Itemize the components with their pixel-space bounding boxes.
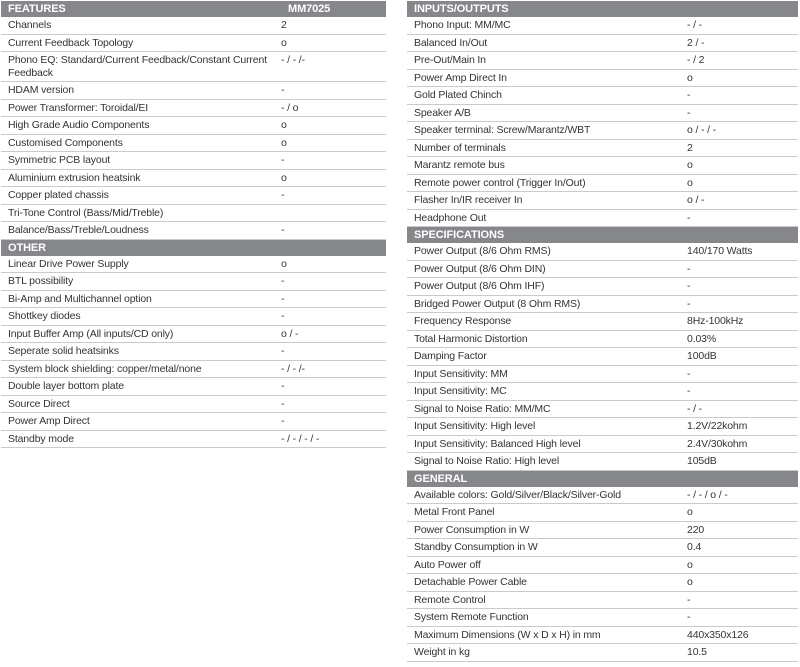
spec-row [407,175,798,193]
spec-row [407,17,798,35]
spec-row [407,70,798,88]
spec-value: - / o [281,101,299,114]
spec-value: 440x350x126 [687,628,749,641]
spec-value: - [281,415,285,427]
spec-section [1,240,386,449]
spec-label: Symmetric PCB layout [8,154,111,166]
spec-row [407,313,798,331]
spec-value: o [281,36,287,49]
spec-label: Frequency Response [414,315,512,327]
section-rows [1,17,386,240]
spec-label: Tri-Tone Control (Bass/Mid/Treble) [8,206,164,219]
spec-value: - [281,275,285,287]
spec-label: Customised Components [8,136,123,149]
spec-row [407,644,798,662]
spec-label: Auto Power off [414,558,481,571]
spec-label: Maximum Dimensions (W x D x H) in mm [414,628,601,641]
spec-label: Remote Control [414,593,486,606]
spec-label: Flasher In/IR receiver In [414,194,523,206]
spec-value: o / - [281,327,299,340]
spec-row [407,453,798,471]
spec-value: - [281,224,285,236]
section-rows [407,487,798,662]
spec-row [407,296,798,314]
spec-label: Metal Front Panel [414,506,495,518]
spec-row [1,187,386,205]
spec-value: 0.03% [687,332,717,345]
spec-label: Bridged Power Output (8 Ohm RMS) [414,297,581,310]
spec-label: Power Output (8/6 Ohm RMS) [414,245,551,257]
spec-label: Power Transformer: Toroidal/EI [8,101,149,114]
spec-row [407,627,798,645]
spec-row [1,52,386,82]
spec-value: 2.4V/30kohm [687,437,748,450]
spec-row [407,574,798,592]
spec-value: 220 [687,523,705,536]
spec-label: Seperate solid heatsinks [8,345,119,357]
spec-label: Standby mode [8,432,74,445]
section-title: SPECIFICATIONS [414,229,505,241]
spec-label: System Remote Function [414,611,529,623]
spec-value: o [687,558,693,571]
spec-row [1,117,386,135]
spec-value: - [687,211,691,224]
spec-value: - / - / o / - [687,488,728,501]
spec-label: Shottkey diodes [8,310,81,322]
spec-value: 0.4 [687,541,702,553]
spec-row [1,308,386,326]
spec-row [407,87,798,105]
spec-value: 10.5 [687,646,707,658]
spec-value: - [281,84,285,96]
section-title: OTHER [8,241,47,254]
spec-row [407,557,798,575]
spec-value: - [281,310,285,322]
spec-value: - [281,292,285,305]
spec-row [407,192,798,210]
left-spec-table [1,1,386,448]
spec-value: o [687,71,693,84]
section-header [407,227,798,243]
spec-row [407,278,798,296]
spec-label: HDAM version [8,84,74,96]
spec-row [1,82,386,100]
spec-label: Double layer bottom plate [8,380,124,392]
spec-label: Linear Drive Power Supply [8,257,129,270]
spec-row [1,343,386,361]
spec-row [1,378,386,396]
spec-row [1,205,386,223]
spec-row [407,348,798,366]
spec-value: - [281,380,285,392]
spec-row [407,331,798,349]
spec-label: Gold Plated Chinch [414,89,502,101]
spec-value: - [687,280,691,292]
spec-row [407,243,798,261]
spec-value: - [687,611,691,623]
spec-label: Source Direct [8,397,70,410]
spec-value: o [281,171,287,184]
spec-row [407,401,798,419]
spec-value: 2 [281,19,287,31]
spec-value: o [687,159,693,171]
spec-label: Number of terminals [414,141,506,154]
spec-value: - [687,89,691,101]
section-title: INPUTS/OUTPUTS [414,3,509,15]
spec-label: Input Buffer Amp (All inputs/CD only) [8,327,174,340]
spec-row [407,487,798,505]
spec-label: Marantz remote bus [414,159,505,171]
spec-value: 100dB [687,350,717,362]
spec-label: Available colors: Gold/Silver/Black/Silver-Gold [414,488,621,501]
spec-row [1,256,386,274]
spec-label: Copper plated chassis [8,189,109,201]
spec-row [407,122,798,140]
spec-label: Channels [8,19,52,31]
spec-value: - / - / - / - [281,432,320,445]
right-spec-table [407,1,798,662]
section-title: FEATURES [8,3,66,15]
spec-row [407,592,798,610]
spec-row [1,413,386,431]
section-rows [1,256,386,449]
section-title: GENERAL [414,472,468,485]
spec-label: Current Feedback Topology [8,36,134,49]
spec-row [407,35,798,53]
section-header-value: MM7025 [288,3,331,15]
spec-value: - / - [687,402,702,415]
spec-label: Balance/Bass/Treble/Loudness [8,224,149,236]
spec-value: - / 2 [687,54,705,66]
section-rows [407,243,798,471]
spec-row [1,431,386,449]
spec-label: BTL possibility [8,275,74,287]
spec-label: Remote power control (Trigger In/Out) [414,176,586,189]
spec-label: Pre-Out/Main In [414,54,486,66]
spec-row [1,100,386,118]
spec-row [407,105,798,123]
spec-row [1,396,386,414]
spec-value: - [281,189,285,201]
spec-row [1,35,386,53]
spec-value: - [281,345,285,357]
spec-value: 2 [687,141,693,154]
spec-value: - [687,385,691,397]
spec-label: Input Sensitivity: MM [414,367,508,380]
spec-row [1,273,386,291]
spec-label: Power Amp Direct In [414,71,507,84]
spec-row [407,522,798,540]
spec-row [1,170,386,188]
spec-label: Total Harmonic Distortion [414,332,528,345]
spec-label: Headphone Out [414,211,487,224]
spec-value: - [281,397,285,410]
spec-section [407,227,798,471]
spec-value: o / - [687,194,705,206]
spec-value: o [687,576,693,588]
spec-row [407,210,798,228]
spec-value: - / - [687,19,702,31]
spec-label: Detachable Power Cable [414,576,527,588]
section-header [1,240,386,256]
spec-label: Bi-Amp and Multichannel option [8,292,152,305]
spec-row [407,383,798,401]
spec-row [1,135,386,153]
spec-value: 140/170 Watts [687,245,753,257]
spec-value: 1.2V/22kohm [687,420,748,432]
spec-label: Power Output (8/6 Ohm IHF) [414,280,545,292]
spec-label: Damping Factor [414,350,487,362]
spec-row [407,436,798,454]
spec-row [1,222,386,240]
section-rows [407,17,798,227]
spec-value: 105dB [687,455,717,467]
spec-section [407,471,798,662]
spec-row [1,361,386,379]
spec-label: Standby Consumption in W [414,541,538,553]
spec-label: System block shielding: copper/metal/none [8,362,202,375]
spec-label: Input Sensitivity: Balanced High level [414,437,581,450]
spec-value: o [281,119,287,131]
spec-row [407,366,798,384]
spec-value: - / - /- [281,54,305,66]
spec-label: Speaker A/B [414,106,471,119]
spec-value: - [281,154,285,166]
spec-value: 8Hz-100kHz [687,315,744,327]
spec-label: Input Sensitivity: MC [414,385,507,397]
spec-label: Signal to Noise Ratio: High level [414,455,560,467]
spec-row [1,326,386,344]
section-header [407,1,798,17]
spec-row [1,291,386,309]
spec-label: Input Sensitivity: High level [414,420,536,432]
spec-label: Phono EQ: Standard/Current Feedback/Constant Current Feedback [8,54,267,79]
spec-label: Power Output (8/6 Ohm DIN) [414,262,546,275]
spec-value: o [281,257,287,270]
spec-label: Power Consumption in W [414,523,530,536]
spec-row [1,152,386,170]
spec-section [407,1,798,227]
spec-value: o / - / - [687,124,716,136]
spec-row [407,609,798,627]
spec-value: o [687,176,693,189]
spec-label: Aluminium extrusion heatsink [8,171,141,184]
spec-row [407,504,798,522]
spec-label: High Grade Audio Components [8,119,150,131]
spec-value: - [687,262,691,275]
spec-value: 2 / - [687,36,705,49]
spec-value: o [687,506,693,518]
spec-value: o [281,136,287,149]
spec-row [407,539,798,557]
spec-row [407,52,798,70]
spec-row [407,140,798,158]
spec-label: Signal to Noise Ratio: MM/MC [414,402,551,415]
spec-label: Balanced In/Out [414,36,488,49]
spec-value: - [687,297,691,310]
spec-value: - [687,367,691,380]
spec-row [407,418,798,436]
spec-label: Weight in kg [414,646,470,658]
spec-label: Phono Input: MM/MC [414,19,511,31]
spec-value: - [687,593,691,606]
spec-row [407,261,798,279]
spec-section [1,1,386,240]
spec-row [1,17,386,35]
spec-value: - [687,106,691,119]
spec-value: - / - /- [281,362,305,375]
spec-label: Speaker terminal: Screw/Marantz/WBT [414,124,591,136]
spec-label: Power Amp Direct [8,415,90,427]
spec-row [407,157,798,175]
section-header [1,1,386,17]
section-header [407,471,798,487]
